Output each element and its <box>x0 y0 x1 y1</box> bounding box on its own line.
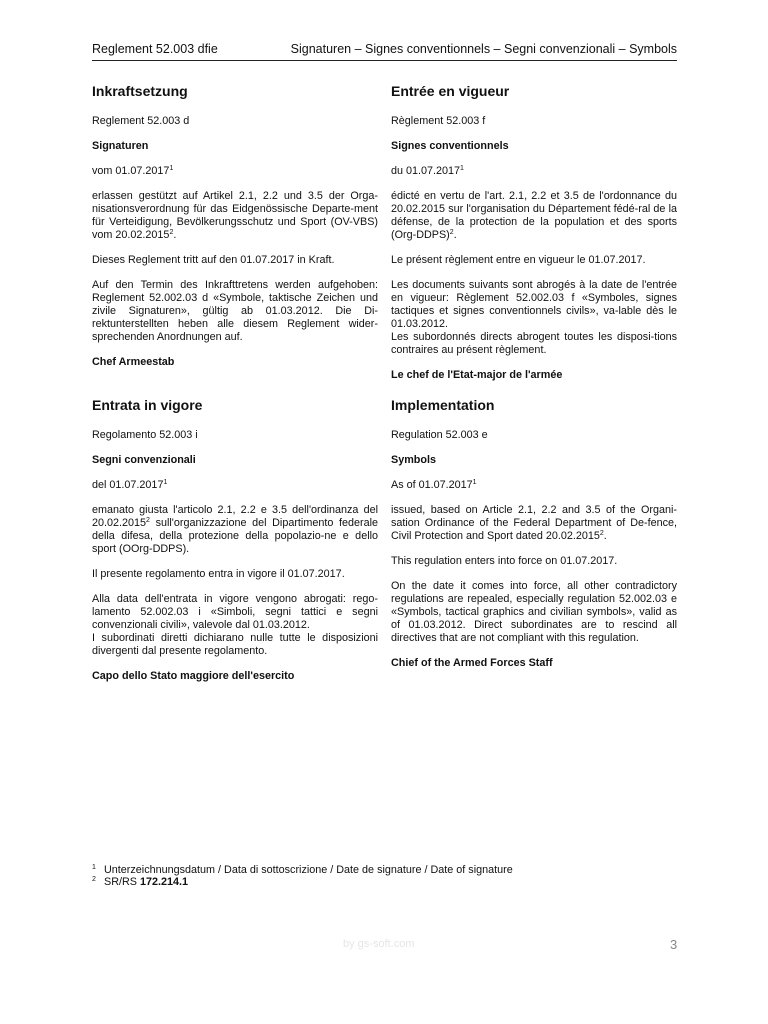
header-document-id: Reglement 52.003 dfie <box>92 42 218 56</box>
regulation-number: Regolamento 52.003 i <box>92 429 198 441</box>
section-heading: Entrée en vigueur <box>391 83 510 99</box>
section-italian <box>92 396 378 695</box>
regulation-date: du 01.07.2017$^1$ <box>391 165 464 177</box>
signature: Chief of the Armed Forces Staff <box>391 657 553 669</box>
signature: Chef Armeestab <box>92 356 175 368</box>
regulation-subject: Signaturen <box>92 140 149 152</box>
footnote-1: 1 Unterzeichnungsdatum / Data di sottoscrizione / Date de signature / Date of signature <box>92 864 513 876</box>
regulation-date: del 01.07.2017$^1$ <box>92 479 168 491</box>
force-paragraph: Il presente regolamento entra in vigore il 01.07.2017. <box>92 568 345 580</box>
header-title: Signaturen – Signes conventionnels – Segni convenzionali – Symbols <box>290 42 677 56</box>
footnote-2: 2 SR/RS 172.214.1 <box>92 876 189 888</box>
page-header <box>92 42 677 61</box>
regulation-date: As of 01.07.2017$^1$ <box>391 479 477 491</box>
repeal-paragraph: On the date it comes into force, all other contradictory regulations are repealed, especially regulation 52.002.03 e «Symbols, tactical graphics and civilian symbols», valid as of 01.03.2012. Direct subordinates are to rescind all directives that are not compliant with this regulation. <box>391 580 677 644</box>
force-paragraph: This regulation enters into force on 01.07.2017. <box>391 555 618 567</box>
regulation-date: vom 01.07.2017$^1$ <box>92 165 174 177</box>
repeal-paragraph-2: Les subordonnés directs abrogent toutes les disposi-tions contraires au présent règlement. <box>391 331 677 356</box>
regulation-number: Règlement 52.003 f <box>391 115 486 127</box>
page-number: 3 <box>670 937 678 952</box>
section-heading: Entrata in vigore <box>92 397 203 413</box>
regulation-subject: Signes conventionnels <box>391 140 509 152</box>
footnotes <box>92 864 513 888</box>
section-english <box>391 396 677 682</box>
section-heading: Implementation <box>391 397 495 413</box>
regulation-subject: Segni convenzionali <box>92 454 196 466</box>
force-paragraph: Dieses Reglement tritt auf den 01.07.2017 in Kraft. <box>92 254 335 266</box>
signature: Capo dello Stato maggiore dell'esercito <box>92 670 295 682</box>
section-german <box>92 82 378 381</box>
section-french <box>391 82 677 394</box>
issued-paragraph: emanato giusta l'articolo 2.1, 2.2 e 3.5 dell'ordinanza del 20.02.2015$^2$ sull'organizzazione del Dipartimento federale della difesa, della protezione della popolazio-ne e dello sport (OOrg-DDPS). <box>92 504 378 555</box>
repeal-paragraph: Alla data dell'entrata in vigore vengono abrogati: rego-lamento 52.002.03 i «Simboli, segni tattici e segni convenzionali civili», valevole dal 01.03.2012. <box>92 593 378 631</box>
repeal-paragraph: Auf den Termin des Inkrafttretens werden aufgehoben: Reglement 52.002.03 d «Symbole, taktische Zeichen und zivile Signaturen», gültig ab 01.03.2012. Die Di-rektunterstellten heben alle diesem Reglement wider-sprechenden Anordnungen auf. <box>92 279 378 343</box>
watermark: by gs-soft.com <box>343 938 415 950</box>
repeal-paragraph-2: I subordinati diretti dichiarano nulle tutte le disposizioni divergenti dal presente regolamento. <box>92 632 378 657</box>
regulation-number: Regulation 52.003 e <box>391 429 488 441</box>
regulation-subject: Symbols <box>391 454 437 466</box>
issued-paragraph: erlassen gestützt auf Artikel 2.1, 2.2 und 3.5 der Orga-nisationsverordnung für das Eidgenössische Departe-ment für Verteidigung, Bevölkerungsschutz und Sport (OV-VBS) vom 20.02.2015$^2$. <box>92 190 378 241</box>
repeal-paragraph: Les documents suivants sont abrogés à la date de l'entrée en vigueur: Règlement 52.002.03 f «Symboles, signes tactiques et signes conventionnels civils», va-lable dès le 01.03.2012. <box>391 279 677 330</box>
signature: Le chef de l'Etat-major de l'armée <box>391 369 563 381</box>
section-heading: Inkraftsetzung <box>92 83 188 99</box>
issued-paragraph: issued, based on Article 2.1, 2.2 and 3.5 of the Organi-sation Ordinance of the Federal Department of De-fence, Civil Protection and Sport dated 20.02.2015$^2$. <box>391 504 677 542</box>
regulation-number: Reglement 52.003 d <box>92 115 190 127</box>
force-paragraph: Le présent règlement entre en vigueur le 01.07.2017. <box>391 254 646 266</box>
issued-paragraph: édicté en vertu de l'art. 2.1, 2.2 et 3.5 de l'ordonnance du 20.02.2015 sur l'organisation du Département fédé-ral de la défense, de la protection de la population et des sports (Org-DDPS)$^2$. <box>391 190 677 241</box>
